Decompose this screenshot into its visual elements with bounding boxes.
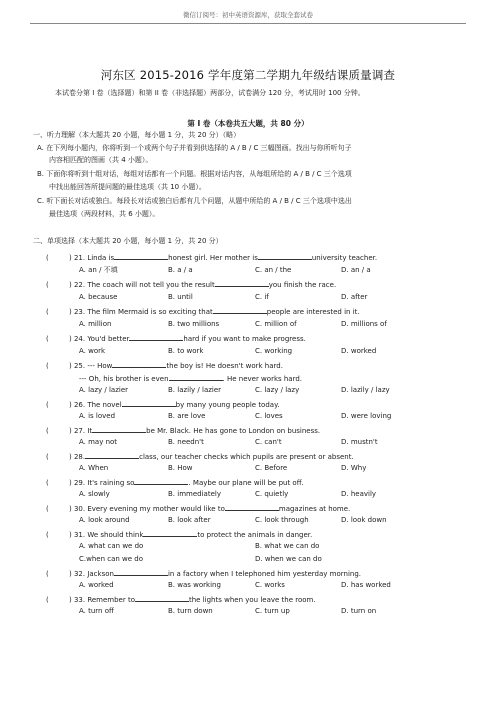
option-a[interactable]: A. because (79, 293, 118, 301)
answer-blank[interactable] (129, 333, 183, 341)
exam-title: 河东区 2015-2016 学年度第二学期九年级结课质量调查 (100, 68, 396, 82)
option-b[interactable]: B. needn't (168, 438, 204, 446)
option-d[interactable]: D. millions of (341, 320, 387, 328)
option-c[interactable]: C. quietly (255, 490, 289, 498)
listening-a-line1: A. 在下列每小题内，你将听到一个或两个句子并看到供选择的 A / B / C 三幅图画。找出与你所听句子 (37, 144, 352, 152)
option-c[interactable]: C. loves (255, 412, 283, 420)
answer-blank[interactable] (85, 451, 139, 459)
question-30: ( ) 30. Every evening my mother would like to magazines at home. (46, 505, 351, 513)
listening-a-line2: 内容相匹配的图画（共 4 小题）。 (49, 156, 153, 164)
question-25: ( ) 25. --- How the boy is! He doesn't work hard. (46, 362, 283, 370)
listening-b-line1: B. 下面你将听到十组对话，每组对话都有一个问题。根据对话内容，从每组所给的 A / B / C 三个选项 (37, 170, 352, 178)
listening-c-line1: C. 听下面长对话或独白。每段长对话或独白后都有几个问题，从题中所给的 A / B / C 三个选项中选出 (37, 197, 352, 205)
answer-blank[interactable] (215, 279, 269, 287)
listening-heading: 一、听力理解（本大题共 20 小题，每小题 1 分，共 20 分）（略） (33, 131, 241, 139)
option-a[interactable]: A. an / 不填 (79, 266, 118, 274)
header-rule (30, 23, 466, 24)
option-c[interactable]: C. turn up (255, 607, 290, 615)
option-c[interactable]: C.when can we do (79, 555, 144, 563)
option-c[interactable]: C. look through (255, 516, 309, 524)
option-c[interactable]: C. Before (255, 464, 288, 472)
listening-c-line2: 最佳选项（两段材料，共 6 小题）。 (49, 210, 160, 218)
answer-blank[interactable] (258, 252, 312, 260)
question-28: ( ) 28. class, our teacher checks which pupils are present or absent. (46, 453, 354, 461)
option-d[interactable]: D. when we can do (255, 555, 322, 563)
question-23: ( ) 23. The film Mermaid is so exciting that people are interested in it. (46, 308, 360, 316)
option-a[interactable]: A. worked (79, 581, 114, 589)
option-d[interactable]: D. heavily (341, 490, 377, 498)
option-b[interactable]: B. a / a (168, 266, 193, 274)
option-a[interactable]: A. turn off (79, 607, 114, 615)
option-c[interactable]: C. can't (255, 438, 282, 446)
question-31: ( ) 31. We should think to protect the animals in danger. (46, 531, 313, 539)
option-a[interactable]: A. lazy / lazier (79, 386, 129, 394)
option-a[interactable]: A. may not (79, 438, 118, 446)
option-d[interactable]: D. turn on (341, 607, 377, 615)
option-d[interactable]: D. an / a (341, 266, 371, 274)
option-b[interactable]: B. are love (168, 412, 206, 420)
option-b[interactable]: B. look after (168, 516, 211, 524)
question-26: ( ) 26. The novel by many young people today. (46, 401, 280, 409)
question-33: ( ) 33. Remember to the lights when you leave the room. (46, 596, 316, 604)
option-b[interactable]: B. immediately (168, 490, 221, 498)
answer-blank[interactable] (114, 252, 168, 260)
answer-blank[interactable] (169, 373, 223, 381)
option-a[interactable]: A. slowly (79, 490, 110, 498)
option-b[interactable]: B. lazily / lazier (168, 386, 222, 394)
option-b[interactable]: B. until (168, 293, 193, 301)
option-d[interactable]: D. worked (341, 347, 377, 355)
option-c[interactable]: C. working (255, 347, 293, 355)
question-25-line2: --- Oh, his brother is even . He never works hard. (79, 375, 303, 383)
answer-blank[interactable] (112, 360, 166, 368)
option-d[interactable]: D. lazily / lazy (341, 386, 390, 394)
question-29: ( ) 29. It's raining so . Maybe our plane will be put off. (46, 479, 304, 487)
answer-blank[interactable] (135, 594, 189, 602)
option-a[interactable]: A. million (79, 320, 112, 328)
answer-blank[interactable] (213, 306, 267, 314)
option-d[interactable]: D. were loving (341, 412, 392, 420)
question-24: ( ) 24. You'd better hard if you want to make progress. (46, 335, 306, 343)
option-c[interactable]: C. million of (255, 320, 297, 328)
option-d[interactable]: D. Why (341, 464, 367, 472)
option-d[interactable]: D. look down (341, 516, 387, 524)
option-a[interactable]: A. look around (79, 516, 130, 524)
listening-b-line2: 中找出能回答所提问题的最佳选项（共 10 小题）。 (49, 183, 206, 191)
answer-blank[interactable] (143, 529, 197, 537)
answer-blank[interactable] (134, 477, 188, 485)
answer-blank[interactable] (114, 568, 168, 576)
answer-blank[interactable] (122, 399, 176, 407)
option-b[interactable]: B. How (168, 464, 193, 472)
option-a[interactable]: A. what can we do (79, 542, 144, 550)
part-1-title: 第 I 卷（本卷共五大题，共 80 分） (187, 119, 309, 128)
exam-intro: 本试卷分第 I 卷（选择题）和第 II 卷（非选择题）两部分，试卷满分 120 分，考试用时 100 分钟。 (55, 89, 365, 97)
question-32: ( ) 32. Jackson in a factory when I telephoned him yesterday morning. (46, 570, 362, 578)
question-27: ( ) 27. It be Mr. Black. He has gone to London on business. (46, 427, 321, 435)
option-b[interactable]: B. was working (168, 581, 221, 589)
answer-blank[interactable] (92, 425, 146, 433)
option-a[interactable]: A. is loved (79, 412, 116, 420)
option-d[interactable]: D. has worked (341, 581, 391, 589)
option-b[interactable]: B. what we can do (255, 542, 320, 550)
option-b[interactable]: B. turn down (168, 607, 213, 615)
page-header-text: 微信订阅号：初中英语资源库，获取全套试卷 (183, 11, 313, 19)
option-d[interactable]: D. mustn't (341, 438, 378, 446)
question-21: ( ) 21. Linda is honest girl. Her mother is university teacher. (46, 254, 378, 262)
option-a[interactable]: A. When (79, 464, 109, 472)
option-b[interactable]: B. to work (168, 347, 204, 355)
question-22: ( ) 22. The coach will not tell you the result you finish the race. (46, 281, 337, 289)
option-c[interactable]: C. lazy / lazy (255, 386, 300, 394)
option-d[interactable]: D. after (341, 293, 368, 301)
option-c[interactable]: C. works (255, 581, 285, 589)
option-c[interactable]: C. an / the (255, 266, 292, 274)
option-b[interactable]: B. two millions (168, 320, 220, 328)
answer-blank[interactable] (225, 503, 279, 511)
option-c[interactable]: C. if (255, 293, 269, 301)
option-a[interactable]: A. work (79, 347, 106, 355)
choice-heading: 二、单项选择（本大题共 20 小题，每小题 1 分，共 20 分） (33, 237, 223, 245)
